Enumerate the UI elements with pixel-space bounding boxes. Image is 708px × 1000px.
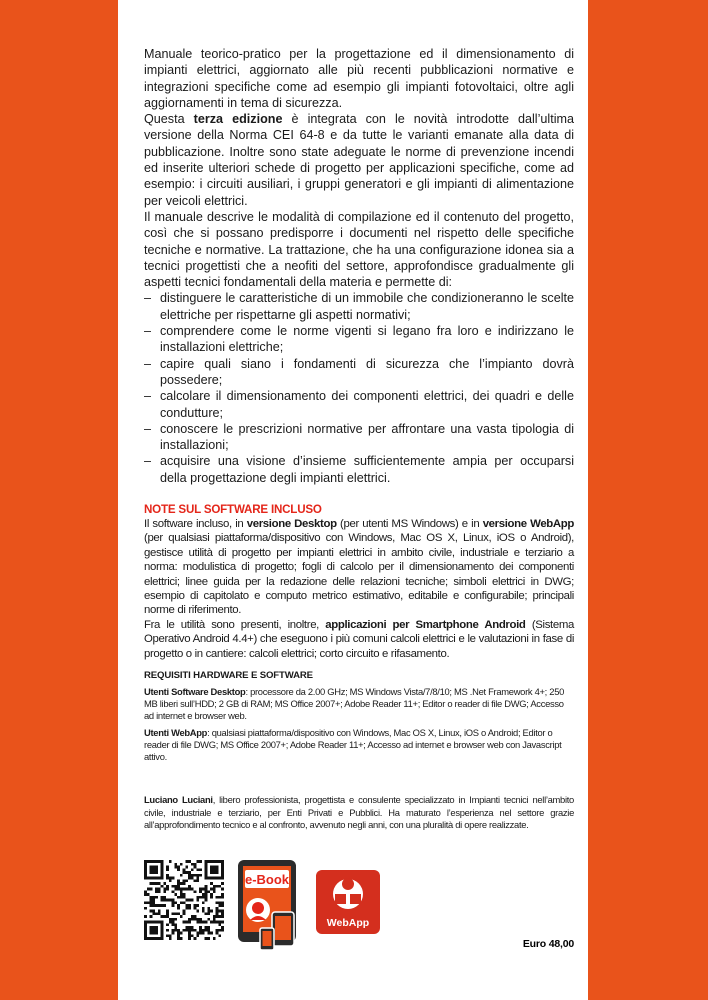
webapp-label: WebApp [326,917,370,929]
intro-paragraph-3: Il manuale descrive le modalità di compilazione ed il contenuto del progetto, così che si possano predisporre i documenti nel rispetto delle specifiche tecniche e normative. La trattazione, che ha una configurazione idonea sia a tecnici progettisti che a neofiti del settore, approfondisce gradualmente gli aspetti tecnici fondamentali della materia e permette di: [144,209,574,290]
list-item: – acquisire una visione d’insieme sufficientemente ampia per occuparsi della progettazione degli impianti elettrici. [144,453,574,486]
text-span: (per qualsiasi piattaforma/dispositivo con Windows, Mac OS X, Linux, iOS o Android), gestisce utilità di progetto per impianti elettrici in ambito civile, industriale e terziario a norma: modulistica di progetto; fogli di calcolo per il dimensionamento dei componenti elettrici; linee guida per la redazione delle relazioni tecniche; simboli elettrici in DWG; esempio di capitolato e computo metrico estimativo, editabile e configurabile; principali norme di riferimento. [144,532,574,617]
edition-highlight: terza edizione [193,112,283,127]
list-item: – calcolare il dimensionamento dei componenti elettrici, dei quadri e delle condutture; [144,388,574,421]
intro-p2-rest: è integrata con le novità introdotte dall’ultima versione della Norma CEI 64-8 e da tutte le varianti emanate alla data di pubblicazione. Inoltre sono state adeguate le norme di prevenzione incendi ed inserite ulteriori schede di progetto per applicazioni specifiche, come ad esempio: i circuiti ausiliari, i gruppi generatori e gli impianti di alimentazione per veicoli elettrici. [144,112,574,208]
requirements-title: REQUISITI HARDWARE E SOFTWARE [144,670,313,682]
software-note [144,517,574,661]
text-span: (Sistema Operativo Android 4.4+) che eseguono i più comuni calcoli elettrici e le valutazioni in fase di progetto o in cantiere: calcoli elettrici; corto circuito e rifasamento. [144,618,574,660]
software-note-paragraph-1 [144,517,574,618]
back-cover-page [118,0,588,1000]
author-bio [144,794,574,831]
author-bio-text: , libero professionista, progettista e consulente specializzato in Impianti tecnici nell’ambito civile, industriale e terziario, per Enti Privati e Pubblici. Ha maturato l’esperienza nel settore grazie all’approfondimento tecnico e al confronto, avvenuto negli anni, con una pluralità di opere realizzate. [144,794,574,831]
list-item: – comprendere come le norme vigenti si legano fra loro e indirizzano le installazioni elettriche; [144,323,574,356]
list-item: – conoscere le prescrizioni normative per affrontare una vasta tipologia di installazioni; [144,421,574,454]
intro-paragraph-1: Manuale teorico-pratico per la progettazione ed il dimensionamento di impianti elettrici, aggiornato alle più recenti pubblicazioni normative e integrazioni specifiche come ad esempio gli impianti fotovoltaici, oltre agli aggiornamenti in tema di sicurezza. [144,47,574,110]
webapp-icon [316,870,380,934]
intro-section [144,46,574,486]
requirements-webapp-label: Utenti WebApp [144,726,208,738]
qr-code-icon[interactable] [144,860,224,940]
list-item: – distinguere le caratteristiche di un immobile che condizioneranno le scelte elettriche per rispettarne gli aspetti normativi; [144,290,574,323]
desktop-version-label: versione Desktop [246,518,337,531]
author-name: Luciano Luciani [144,794,213,806]
requirements [144,686,574,763]
intro-paragraph-2 [144,111,574,209]
text-span: (per utenti MS Windows) e in [336,518,483,531]
webapp-version-label: versione WebApp [482,518,574,531]
requirements-webapp [144,727,574,764]
ebook-label: e-Book [244,872,290,887]
list-item: – capire quali siano i fondamenti di sicurezza che l’impianto dovrà possedere; [144,356,574,389]
back-cover-text [144,46,574,832]
software-note-paragraph-2 [144,618,574,661]
goals-list [144,290,574,486]
ebook-tablet-icon [236,858,302,952]
text-span: Fra le utilità sono presenti, inoltre, [144,618,326,631]
badges-row [144,860,574,950]
requirements-desktop-label: Utenti Software Desktop [144,686,246,698]
requirements-webapp-text: : qualsiasi piattaforma/dispositivo con Windows, Mac OS X, Linux, iOS o Android; Editor o reader di file DWG; MS Office 2007+; Adobe Reader 11+; Accesso ad internet e browser web con Javascript attivo. [144,726,562,763]
software-note-title: NOTE SUL SOFTWARE INCLUSO [144,503,322,517]
intro-p2-lead: Questa [144,112,194,127]
price-label: Euro 48,00 [522,938,574,950]
requirements-desktop-text: : processore da 2.00 GHz; MS Windows Vista/7/8/10; MS .Net Framework 4+; 250 MB liberi sull’HDD; 2 GB di RAM; MS Office 2007+; Adobe Reader 11+; Editor o reader di file DWG; Accesso ad internet e browser web. [144,686,565,722]
requirements-desktop [144,686,574,723]
text-span: Il software incluso, in [144,518,247,531]
android-apps-label: applicazioni per Smartphone Android [325,618,526,631]
